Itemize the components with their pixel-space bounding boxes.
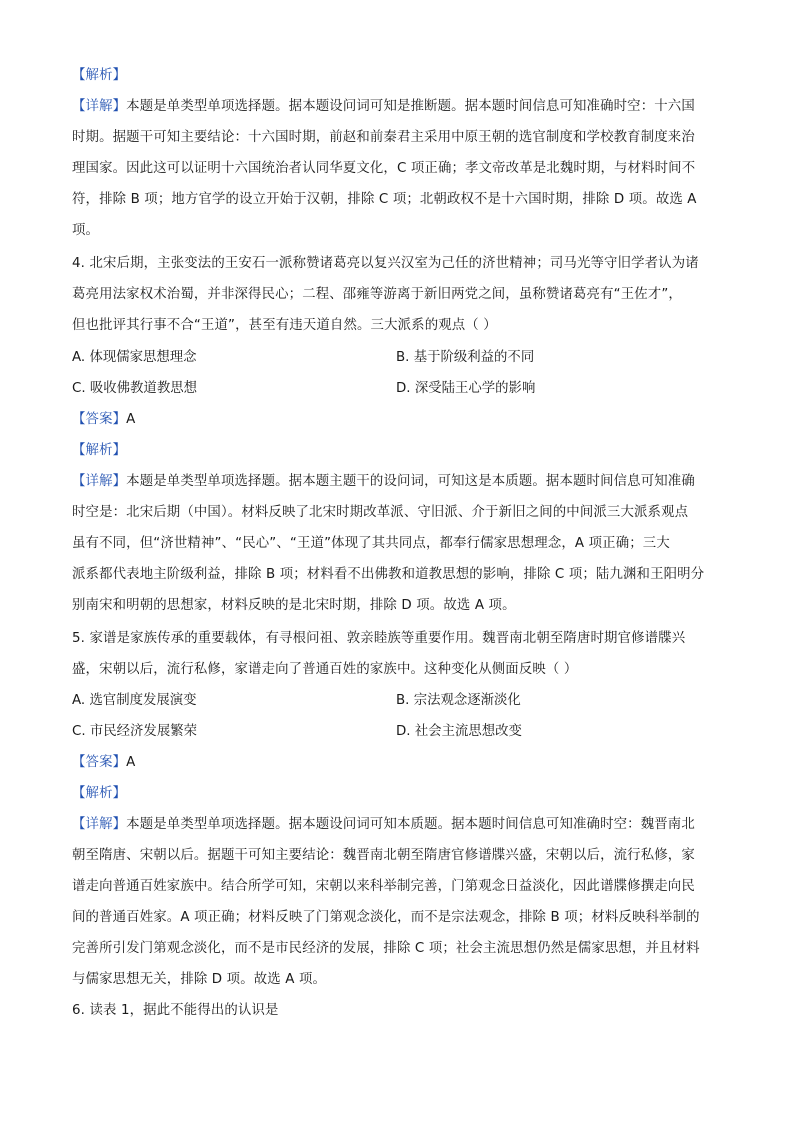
- question-4-stem: 但也批评其行事不合“王道”，甚至有违天道自然。三大派系的观点（ ）: [72, 318, 497, 333]
- q5-detail-line: 与儒家思想无关，排除 D 项。故选 A 项。: [72, 972, 327, 987]
- q5-answer: 【答案】A: [72, 755, 136, 770]
- question-4-stem: 葛亮用法家权术治蜀，并非深得民心；二程、邵雍等游离于新旧两党之间，虽称赞诸葛亮有“王佐才”，: [72, 287, 682, 302]
- question-4-stem: 4. 北宋后期，主张变法的王安石一派称赞诸葛亮以复兴汉室为己任的济世精神；司马光等守旧学者认为诸: [72, 256, 699, 271]
- q5-detail-line: 朝至隋唐、宋朝以后。据题干可知主要结论：魏晋南北朝至隋唐官修谱牒兴盛，宋朝以后，流行私修，家: [72, 848, 695, 863]
- detail-line: 时期。据题干可知主要结论：十六国时期，前赵和前秦君主采用中原王朝的选官制度和学校教育制度来治: [72, 130, 695, 145]
- detail-line: 项。: [72, 223, 100, 238]
- question-5-stem: 5. 家谱是家族传承的重要载体，有寻根问祖、敦亲睦族等重要作用。魏晋南北朝至隋唐时期官修谱牒兴: [72, 631, 686, 646]
- analysis-heading-q3: 【解析】: [72, 68, 127, 83]
- q4-detail-line: 派系都代表地主阶级利益，排除 B 项；材料看不出佛教和道教思想的影响，排除 C 项；陆九渊和王阳明分: [72, 567, 705, 582]
- q5-option-c: C. 市民经济发展繁荣: [72, 724, 197, 739]
- detail-line: 【详解】本题是单类型单项选择题。据本题设问词可知是推断题。据本题时间信息可知准确时空：十六国: [72, 99, 695, 114]
- q4-detail-line: 时空是：北宋后期（中国）。材料反映了北宋时期改革派、守旧派、介于新旧之间的中间派三大派系观点: [72, 505, 689, 520]
- detail-line: 符，排除 B 项；地方官学的设立开始于汉朝，排除 C 项；北朝政权不是十六国时期，排除 D 项。故选 A: [72, 192, 697, 207]
- q5-detail-line: 间的普通百姓家。A 项正确；材料反映了门第观念淡化，而不是宗法观念，排除 B 项；材料反映科举制的: [72, 910, 700, 925]
- q4-detail-line: 别南宋和明朝的思想家，材料反映的是北宋时期，排除 D 项。故选 A 项。: [72, 598, 516, 613]
- q4-option-c: C. 吸收佛教道教思想: [72, 381, 197, 396]
- q4-detail-line: 虽有不同，但“济世精神”、“民心”、“王道”体现了其共同点，都奉行儒家思想理念，A 项正确；三大: [72, 536, 670, 551]
- q5-detail-line: 【详解】本题是单类型单项选择题。据本题设问词可知本质题。据本题时间信息可知准确时空：魏晋南北: [72, 817, 695, 832]
- question-5-stem: 盛，宋朝以后，流行私修，家谱走向了普通百姓的家族中。这种变化从侧面反映（ ）: [72, 662, 578, 677]
- q5-analysis-heading: 【解析】: [72, 786, 127, 801]
- q5-detail-line: 完善所引发门第观念淡化，而不是市民经济的发展，排除 C 项；社会主流思想仍然是儒家思想，并且材料: [72, 941, 700, 956]
- q4-answer: 【答案】A: [72, 412, 136, 427]
- q4-detail-line: 【详解】本题是单类型单项选择题。据本题主题干的设问词，可知这是本质题。据本题时间信息可知准确: [72, 474, 695, 489]
- question-6-stem: 6. 读表 1，据此不能得出的认识是: [72, 1003, 279, 1018]
- q5-option-b: B. 宗法观念逐渐淡化: [396, 693, 521, 708]
- q5-detail-line: 谱走向普通百姓家族中。结合所学可知，宋朝以来科举制完善，门第观念日益淡化，因此谱牒修撰走向民: [72, 879, 695, 894]
- detail-line: 理国家。因此这可以证明十六国统治者认同华夏文化，C 项正确；孝文帝改革是北魏时期，与材料时间不: [72, 161, 696, 176]
- q4-option-d: D. 深受陆王心学的影响: [396, 381, 536, 396]
- q4-option-a: A. 体现儒家思想理念: [72, 350, 197, 365]
- q4-analysis-heading: 【解析】: [72, 443, 127, 458]
- q4-option-b: B. 基于阶级利益的不同: [396, 350, 535, 365]
- q5-option-a: A. 选官制度发展演变: [72, 693, 197, 708]
- q5-option-d: D. 社会主流思想改变: [396, 724, 522, 739]
